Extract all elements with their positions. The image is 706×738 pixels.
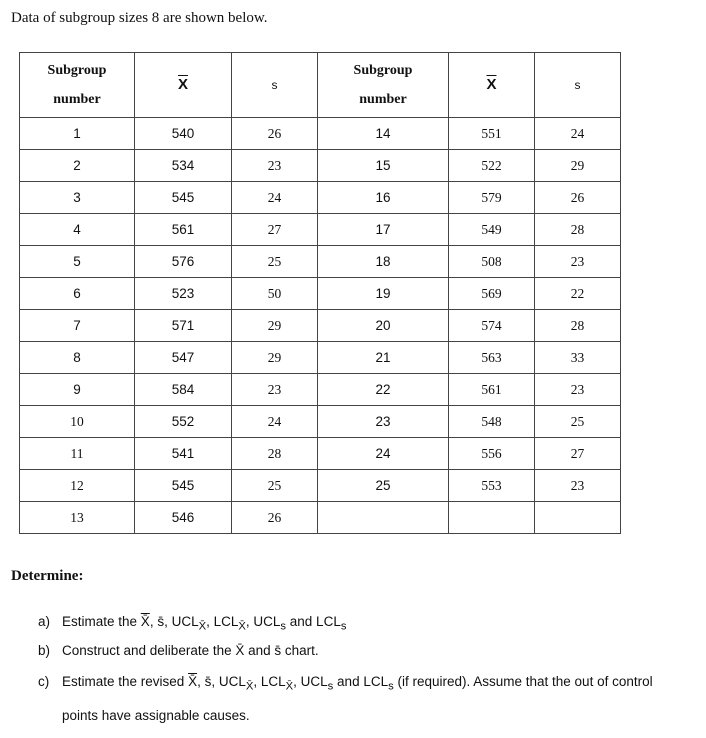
table-cell: 579 bbox=[449, 182, 535, 214]
table-cell: 23 bbox=[535, 470, 621, 502]
table-row bbox=[20, 150, 621, 182]
table-cell: 24 bbox=[535, 118, 621, 150]
table-cell: 2 bbox=[20, 150, 135, 182]
table-cell: 552 bbox=[135, 406, 232, 438]
table-cell: 4 bbox=[20, 214, 135, 246]
table-cell: 33 bbox=[535, 342, 621, 374]
table-cell: 3 bbox=[20, 182, 135, 214]
table-cell: 24 bbox=[318, 438, 449, 470]
header-subgroup-number-2: Subgroup number bbox=[318, 53, 449, 118]
table-cell: 22 bbox=[535, 278, 621, 310]
table-cell: 522 bbox=[449, 150, 535, 182]
table-row bbox=[20, 374, 621, 406]
table-cell: 547 bbox=[135, 342, 232, 374]
table-row bbox=[20, 406, 621, 438]
table-cell: 574 bbox=[449, 310, 535, 342]
table-cell: 549 bbox=[449, 214, 535, 246]
table-cell: 29 bbox=[232, 342, 318, 374]
question-c: c) Estimate the revised X̄, s̄, $UCL_{X̄}$, $LCL_{X̄}$, $UCL_s$ and $LCL_s$ (if required). Assume that the out of control points have assignable causes. bbox=[38, 674, 653, 723]
table-row bbox=[20, 118, 621, 150]
table-cell bbox=[449, 502, 535, 534]
table-cell: 20 bbox=[318, 310, 449, 342]
header-xbar-2: $\overline{X}$ bbox=[449, 53, 535, 118]
table-cell: 23 bbox=[318, 406, 449, 438]
table-cell: 25 bbox=[535, 406, 621, 438]
table-cell: 546 bbox=[135, 502, 232, 534]
table-cell: 27 bbox=[535, 438, 621, 470]
table-cell: 29 bbox=[232, 310, 318, 342]
table-cell: 25 bbox=[232, 246, 318, 278]
table-cell: 540 bbox=[135, 118, 232, 150]
table-cell: 561 bbox=[449, 374, 535, 406]
table-cell: 16 bbox=[318, 182, 449, 214]
table-cell bbox=[318, 502, 449, 534]
table-cell: 28 bbox=[535, 310, 621, 342]
table-cell: 561 bbox=[135, 214, 232, 246]
table-cell: 545 bbox=[135, 182, 232, 214]
table-cell: 28 bbox=[232, 438, 318, 470]
table-cell: 10 bbox=[20, 406, 135, 438]
table-cell: 26 bbox=[232, 502, 318, 534]
table-cell: 23 bbox=[232, 374, 318, 406]
table-cell: 576 bbox=[135, 246, 232, 278]
table-cell: 13 bbox=[20, 502, 135, 534]
question-a: a) Estimate the X̄, s̄, $UCL_{X̄}$, $LCL_{X̄}$, $UCL_s$ and $LCL_s$ bbox=[38, 614, 347, 633]
table-row bbox=[20, 438, 621, 470]
table-cell: 551 bbox=[449, 118, 535, 150]
table-cell: 563 bbox=[449, 342, 535, 374]
table-cell: 12 bbox=[20, 470, 135, 502]
question-b: b) Construct and deliberate the X̄ and s̄ chart. bbox=[38, 643, 319, 658]
table-row bbox=[20, 310, 621, 342]
header-s-2: s bbox=[535, 53, 621, 118]
table-cell: 25 bbox=[318, 470, 449, 502]
table-cell: 584 bbox=[135, 374, 232, 406]
table-row bbox=[20, 246, 621, 278]
header-subgroup-number: Subgroup number bbox=[20, 53, 135, 118]
table-cell: 1 bbox=[20, 118, 135, 150]
table-cell: 23 bbox=[535, 374, 621, 406]
table-cell: 5 bbox=[20, 246, 135, 278]
table-cell: 26 bbox=[232, 118, 318, 150]
table-cell: 9 bbox=[20, 374, 135, 406]
table-row bbox=[20, 214, 621, 246]
table-cell: 14 bbox=[318, 118, 449, 150]
table-row bbox=[20, 182, 621, 214]
table-cell: 21 bbox=[318, 342, 449, 374]
table-cell: 541 bbox=[135, 438, 232, 470]
table-cell: 508 bbox=[449, 246, 535, 278]
table-cell: 19 bbox=[318, 278, 449, 310]
subgroup-data-table bbox=[19, 52, 621, 534]
table-cell: 556 bbox=[449, 438, 535, 470]
table-cell: 25 bbox=[232, 470, 318, 502]
table-cell: 29 bbox=[535, 150, 621, 182]
table-cell bbox=[535, 502, 621, 534]
table-row bbox=[20, 502, 621, 534]
table-row bbox=[20, 278, 621, 310]
table-cell: 23 bbox=[232, 150, 318, 182]
table-cell: 523 bbox=[135, 278, 232, 310]
table-cell: 22 bbox=[318, 374, 449, 406]
table-cell: 11 bbox=[20, 438, 135, 470]
table-cell: 23 bbox=[535, 246, 621, 278]
table-header-row bbox=[20, 53, 621, 118]
table-cell: 28 bbox=[535, 214, 621, 246]
table-cell: 26 bbox=[535, 182, 621, 214]
table-cell: 18 bbox=[318, 246, 449, 278]
header-s: s bbox=[232, 53, 318, 118]
table-cell: 553 bbox=[449, 470, 535, 502]
header-xbar: $\overline{X}$ bbox=[135, 53, 232, 118]
table-cell: 50 bbox=[232, 278, 318, 310]
table-cell: 17 bbox=[318, 214, 449, 246]
table-cell: 15 bbox=[318, 150, 449, 182]
table-cell: 24 bbox=[232, 406, 318, 438]
table-row bbox=[20, 342, 621, 374]
table-cell: 569 bbox=[449, 278, 535, 310]
table-cell: 534 bbox=[135, 150, 232, 182]
table-cell: 545 bbox=[135, 470, 232, 502]
table-cell: 8 bbox=[20, 342, 135, 374]
intro-text: Data of subgroup sizes 8 are shown below. bbox=[11, 10, 268, 26]
table-cell: 548 bbox=[449, 406, 535, 438]
table-cell: 7 bbox=[20, 310, 135, 342]
determine-heading: Determine: bbox=[11, 568, 84, 584]
table-cell: 6 bbox=[20, 278, 135, 310]
table-cell: 24 bbox=[232, 182, 318, 214]
table-cell: 27 bbox=[232, 214, 318, 246]
table-cell: 571 bbox=[135, 310, 232, 342]
table-row bbox=[20, 470, 621, 502]
